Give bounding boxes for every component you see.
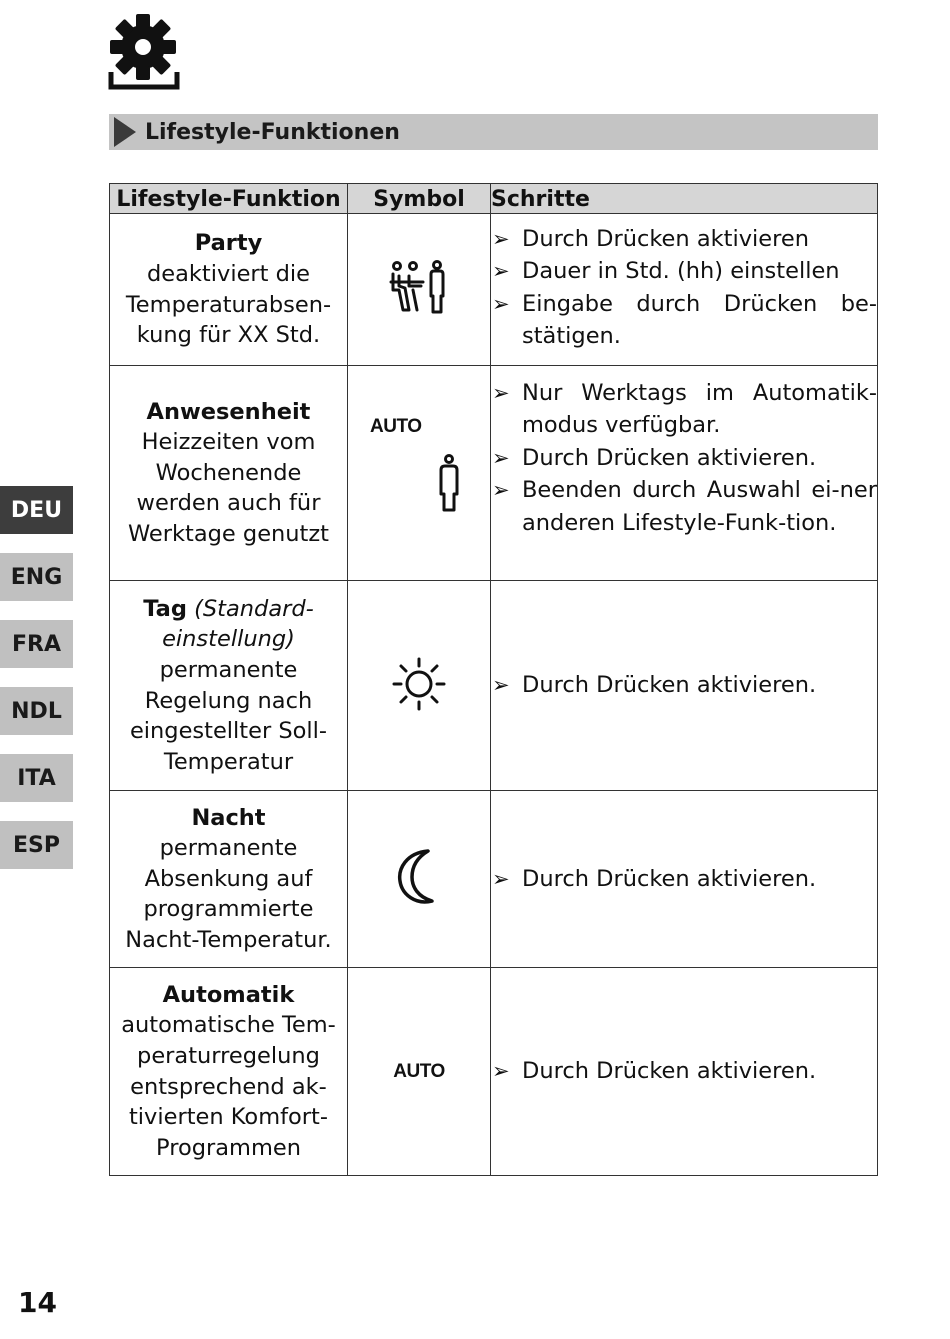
step-marker-icon: ➢ <box>492 227 510 251</box>
function-desc: permanente <box>159 835 298 862</box>
steps-cell <box>491 968 878 1176</box>
function-desc: kung für XX Std. <box>136 322 321 349</box>
symbol-cell <box>348 214 491 366</box>
function-desc: programmierte <box>143 896 314 923</box>
gear-icon <box>106 14 182 92</box>
section-header <box>109 114 878 150</box>
table-row-automatik <box>110 968 878 1176</box>
symbol-cell <box>348 581 491 791</box>
function-cell <box>110 214 348 366</box>
function-name: Nacht <box>191 804 266 831</box>
steps-cell <box>491 581 878 791</box>
function-desc: Wochenende <box>155 459 302 486</box>
step-marker-icon: ➢ <box>492 445 510 470</box>
sun-icon <box>391 656 447 712</box>
step-item: ➢ Durch Drücken aktivieren. <box>491 442 877 474</box>
moon-icon <box>394 847 444 907</box>
function-name: Anwesenheit <box>146 398 311 425</box>
tab-fra[interactable]: FRA <box>0 620 73 668</box>
step-item: ➢ Durch Drücken aktivieren. <box>491 863 877 895</box>
symbol-cell <box>348 791 491 968</box>
function-desc: peraturregelung <box>137 1042 320 1069</box>
function-name: Automatik <box>162 981 295 1008</box>
function-name: Party <box>194 230 263 257</box>
steps-cell <box>491 214 878 366</box>
function-desc: deaktiviert die <box>146 260 311 287</box>
triangle-marker-icon <box>114 117 136 147</box>
function-note: einstellung) <box>162 626 295 653</box>
step-item: ➢ Durch Drücken aktivieren. <box>491 669 877 701</box>
step-marker-icon: ➢ <box>492 673 510 698</box>
table-row-tag <box>110 581 878 791</box>
step-item: ➢ Beenden durch Auswahl ei-ner anderen Lifestyle-Funk-tion. <box>491 474 877 539</box>
step-item: ➢ Nur Werktags im Automatik-modus verfügbar. <box>491 377 877 442</box>
section-title: Lifestyle-Funktionen <box>145 119 400 145</box>
symbol-cell <box>348 366 491 581</box>
function-cell <box>110 581 348 791</box>
function-cell <box>110 968 348 1176</box>
function-desc: eingestellter Soll- <box>129 718 328 745</box>
function-desc: Absenkung auf <box>144 865 313 892</box>
tab-ndl[interactable]: NDL <box>0 687 73 735</box>
step-marker-icon: ➢ <box>492 259 510 284</box>
step-marker-icon: ➢ <box>492 866 510 891</box>
function-desc: entsprechend ak- <box>130 1073 327 1100</box>
table-row-party <box>110 214 878 366</box>
auto-label: AUTO <box>370 416 422 437</box>
function-desc: Programmen <box>156 1134 301 1161</box>
function-cell <box>110 791 348 968</box>
tab-esp[interactable]: ESP <box>0 821 73 869</box>
function-desc: permanente <box>159 656 298 683</box>
step-item: ➢ Dauer in Std. (hh) einstellen <box>491 255 877 287</box>
step-marker-icon: ➢ <box>492 1059 510 1084</box>
step-marker-icon: ➢ <box>492 381 510 405</box>
header-steps: Schritte <box>491 184 878 214</box>
person-icon <box>438 454 460 514</box>
function-cell <box>110 366 348 581</box>
function-desc: Nacht-Temperatur. <box>125 926 332 953</box>
step-item: ➢ Durch Drücken aktivieren <box>491 223 877 255</box>
page-number: 14 <box>18 1286 57 1319</box>
tab-deu[interactable]: DEU <box>0 486 73 534</box>
function-desc: Temperatur <box>163 748 294 775</box>
header-symbol: Symbol <box>348 184 491 214</box>
function-note: (Standard- <box>194 595 314 622</box>
function-desc: Heizzeiten vom <box>141 429 316 456</box>
lifestyle-table <box>109 183 878 1176</box>
header-function: Lifestyle-Funktion <box>110 184 348 214</box>
party-people-icon <box>387 260 451 316</box>
steps-cell <box>491 366 878 581</box>
tab-eng[interactable]: ENG <box>0 553 73 601</box>
symbol-cell <box>348 968 491 1176</box>
steps-cell <box>491 791 878 968</box>
function-name: Tag <box>143 595 187 622</box>
function-desc: Temperaturabsen- <box>125 291 332 318</box>
table-row-nacht <box>110 791 878 968</box>
step-item: ➢ Eingabe durch Drücken be-stätigen. <box>491 288 877 353</box>
function-desc: automatische Tem- <box>121 1012 336 1039</box>
table-row-anwesenheit <box>110 366 878 581</box>
step-marker-icon: ➢ <box>492 478 510 503</box>
table-header-row <box>110 184 878 214</box>
function-desc: Werktage genutzt <box>127 520 330 547</box>
auto-label: AUTO <box>393 1060 445 1082</box>
step-marker-icon: ➢ <box>492 291 510 316</box>
tab-ita[interactable]: ITA <box>0 754 73 802</box>
function-desc: werden auch für <box>136 490 321 517</box>
function-desc: tivierten Komfort- <box>128 1104 328 1131</box>
step-item: ➢ Durch Drücken aktivieren. <box>491 1055 877 1087</box>
function-desc: Regelung nach <box>144 687 313 714</box>
